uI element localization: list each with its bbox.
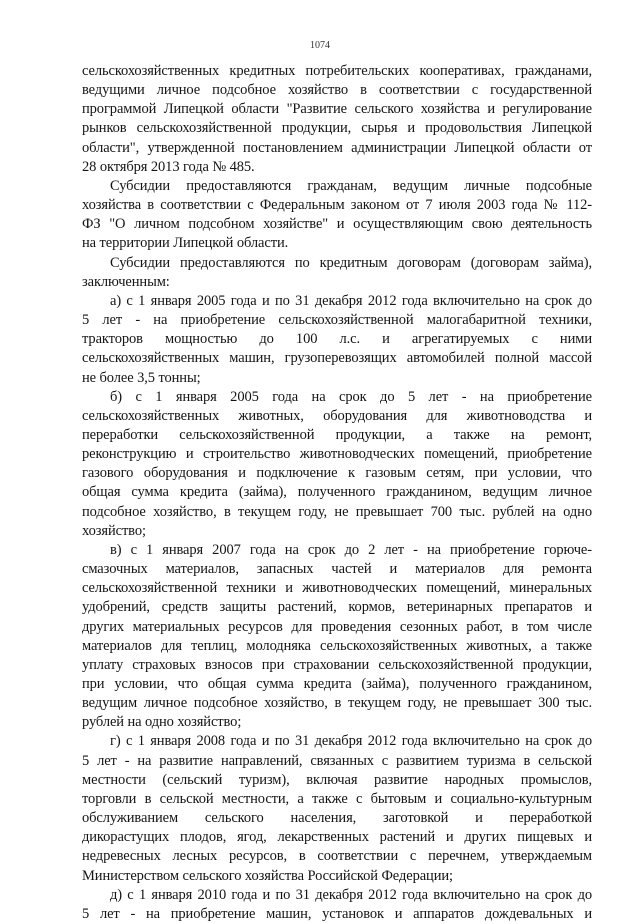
text-line: Министерством сельского хозяйства Российской Федерации; — [82, 867, 453, 884]
text-line: при условии, что общая сумма кредита (займа), полученного гражданином, — [82, 676, 592, 692]
text-line: хозяйство; — [82, 522, 146, 539]
text-line: 5 лет - на приобретение машин, установок и аппаратов дождевальных и — [82, 905, 592, 922]
text-line: Субсидии предоставляются по кредитным договорам (договорам займа), — [110, 254, 592, 271]
text-line: реконструкцию и строительство животноводческих помещений, приобретение — [82, 446, 592, 463]
text-line: а) с 1 января 2005 года и по 31 декабря 2012 года включительно на срок до — [110, 292, 592, 309]
text-line: переработки сельскохозяйственной продукции, а также на ремонт, — [82, 426, 592, 443]
document-body — [82, 62, 592, 924]
text-line: области", утвержденной постановлением администрации Липецкой области от — [82, 139, 592, 156]
text-line: 5 лет - на развитие направлений, связанных с развитием туризма в сельской — [82, 752, 592, 769]
text-line: материалов для теплиц, молодняка сельскохозяйственных животных, а также — [82, 637, 592, 654]
text-line: рублей на одно хозяйство; — [82, 714, 242, 731]
text-line: дикорастущих плодов, ягод, лекарственных растений и других пищевых и — [82, 829, 592, 846]
text-line: общая сумма кредита (займа), полученного гражданином, ведущим личное — [82, 484, 592, 501]
text-line: рынков сельскохозяйственной продукции, сырья и продовольствия Липецкой — [82, 120, 592, 137]
text-line: сельскохозяйственных кредитных потребительских кооперативах, гражданами, — [82, 63, 592, 79]
text-line: смазочных материалов, запасных частей и материалов для ремонта — [82, 561, 592, 578]
text-line: местности (сельский туризм), включая развитие народных промыслов, — [82, 771, 592, 788]
text-line: г) с 1 января 2008 года и по 31 декабря 2012 года включительно на срок до — [110, 733, 592, 750]
text-line: 5 лет - на приобретение сельскохозяйственной малогабаритной техники, — [82, 312, 592, 329]
text-line: программой Липецкой области "Развитие сельского хозяйства и регулирование — [82, 101, 592, 118]
text-line: Субсидии предоставляются гражданам, ведущим личные подсобные — [110, 177, 592, 194]
text-line: уплату страховых взносов при страховании сельскохозяйственной продукции, — [82, 656, 592, 673]
text-line: тракторов мощностью до 100 л.с. и агрегатируемых с ними — [82, 331, 592, 348]
text-line: сельскохозяйственных животных, оборудования для животноводства и — [82, 407, 592, 424]
text-line: сельскохозяйственной техники и животноводческих помещений, минеральных — [82, 580, 592, 597]
text-line: торговли в сельской местности, а также с бытовым и социально-культурным — [82, 790, 592, 807]
text-line: хозяйства в соответствии с Федеральным законом от 7 июля 2003 года № 112- — [82, 197, 592, 214]
text-line: ведущими личное подсобное хозяйство в соответствии с государственной — [82, 82, 592, 99]
text-line: газового оборудования и подключение к газовым сетям, при условии, что — [82, 465, 592, 482]
text-line: ФЗ "О личном подсобном хозяйстве" и осуществляющим свою деятельность — [82, 216, 592, 233]
text-line: в) с 1 января 2007 года на срок до 2 лет - на приобретение горюче- — [110, 541, 592, 558]
text-line: д) с 1 января 2010 года и по 31 декабря 2012 года включительно на срок до — [110, 886, 592, 903]
text-line: не более 3,5 тонны; — [82, 369, 201, 386]
text-line: удобрений, средств защиты растений, кормов, ветеринарных препаратов и — [82, 599, 592, 616]
text-line: ведущим личное подсобное хозяйство, в текущем году, не превышает 300 тыс. — [82, 695, 592, 712]
text-line: недревесных лесных ресурсов, в соответствии с перечнем, утверждаемым — [82, 848, 592, 865]
text-line: обслуживанием сельского населения, заготовкой и переработкой — [82, 810, 592, 827]
text-line: б) с 1 января 2005 года на срок до 5 лет - на приобретение — [110, 388, 592, 405]
text-line: сельскохозяйственных машин, грузоперевозящих автомобилей полной массой — [82, 350, 592, 367]
text-line: подсобное хозяйство, в текущем году, не превышает 700 тыс. рублей на одно — [82, 503, 592, 520]
text-line: на территории Липецкой области. — [82, 235, 289, 252]
page-number: 1074 — [310, 40, 330, 51]
text-line: заключенным: — [82, 273, 170, 290]
text-line: 28 октября 2013 года № 485. — [82, 158, 255, 175]
text-line: других материальных ресурсов для проведения сезонных работ, в том числе — [82, 618, 592, 635]
